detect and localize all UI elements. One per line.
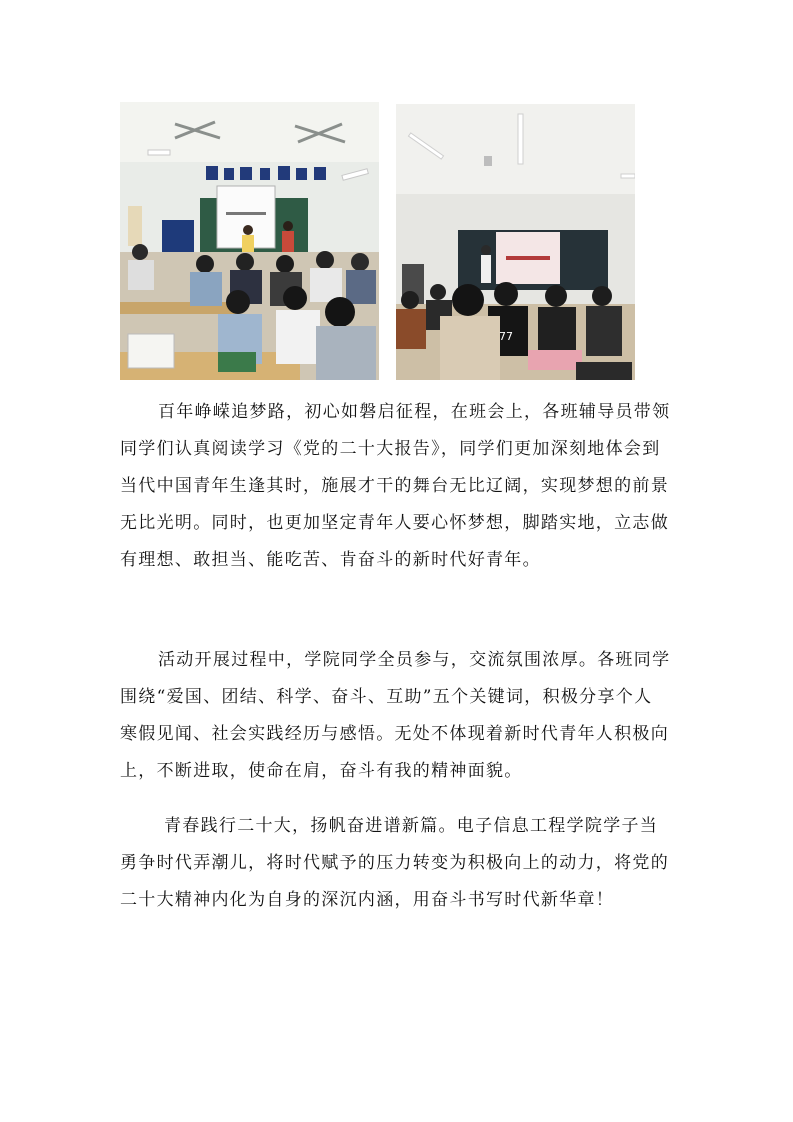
paragraph-1-line-3: 当代中国青年生逢其时，施展才干的舞台无比辽阔，实现梦想的前景 bbox=[120, 476, 669, 496]
paragraph-3-line-1: 青春践行二十大，扬帆奋进谱新篇。电子信息工程学院学子当 bbox=[164, 816, 659, 836]
paragraph-2-line-1: 活动开展过程中，学院同学全员参与，交流氛围浓厚。各班同学 bbox=[158, 650, 671, 670]
paragraph-3 bbox=[120, 808, 676, 919]
classroom-photo-left bbox=[120, 102, 379, 380]
paragraph-1-line-4: 无比光明。同时，也更加坚定青年人要心怀梦想，脚踏实地，立志做 bbox=[120, 513, 669, 533]
classroom-photo-right bbox=[396, 104, 635, 380]
paragraph-1-line-5: 有理想、敢担当、能吃苦、肯奋斗的新时代好青年。 bbox=[120, 550, 541, 570]
shirt-number: 77 bbox=[499, 330, 513, 343]
paragraph-2-line-4: 上，不断进取，使命在肩，奋斗有我的精神面貌。 bbox=[120, 761, 523, 781]
paragraph-2 bbox=[120, 642, 676, 790]
paragraph-2-line-2: 围绕“爱国、团结、科学、奋斗、互助”五个关键词，积极分享个人 bbox=[120, 687, 653, 707]
paragraph-3-line-2: 勇争时代弄潮儿，将时代赋予的压力转变为积极向上的动力，将党的 bbox=[120, 853, 669, 873]
paragraph-2-line-3: 寒假见闻、社会实践经历与感悟。无处不体现着新时代青年人积极向 bbox=[120, 724, 669, 744]
paragraph-1-line-1: 百年峥嵘追梦路，初心如磐启征程，在班会上，各班辅导员带领 bbox=[158, 402, 671, 422]
paragraph-3-line-3: 二十大精神内化为自身的深沉内涵，用奋斗书写时代新华章！ bbox=[120, 890, 615, 910]
paragraph-1-line-2: 同学们认真阅读学习《党的二十大报告》，同学们更加深刻地体会到 bbox=[120, 439, 661, 459]
paragraph-1 bbox=[120, 394, 676, 579]
